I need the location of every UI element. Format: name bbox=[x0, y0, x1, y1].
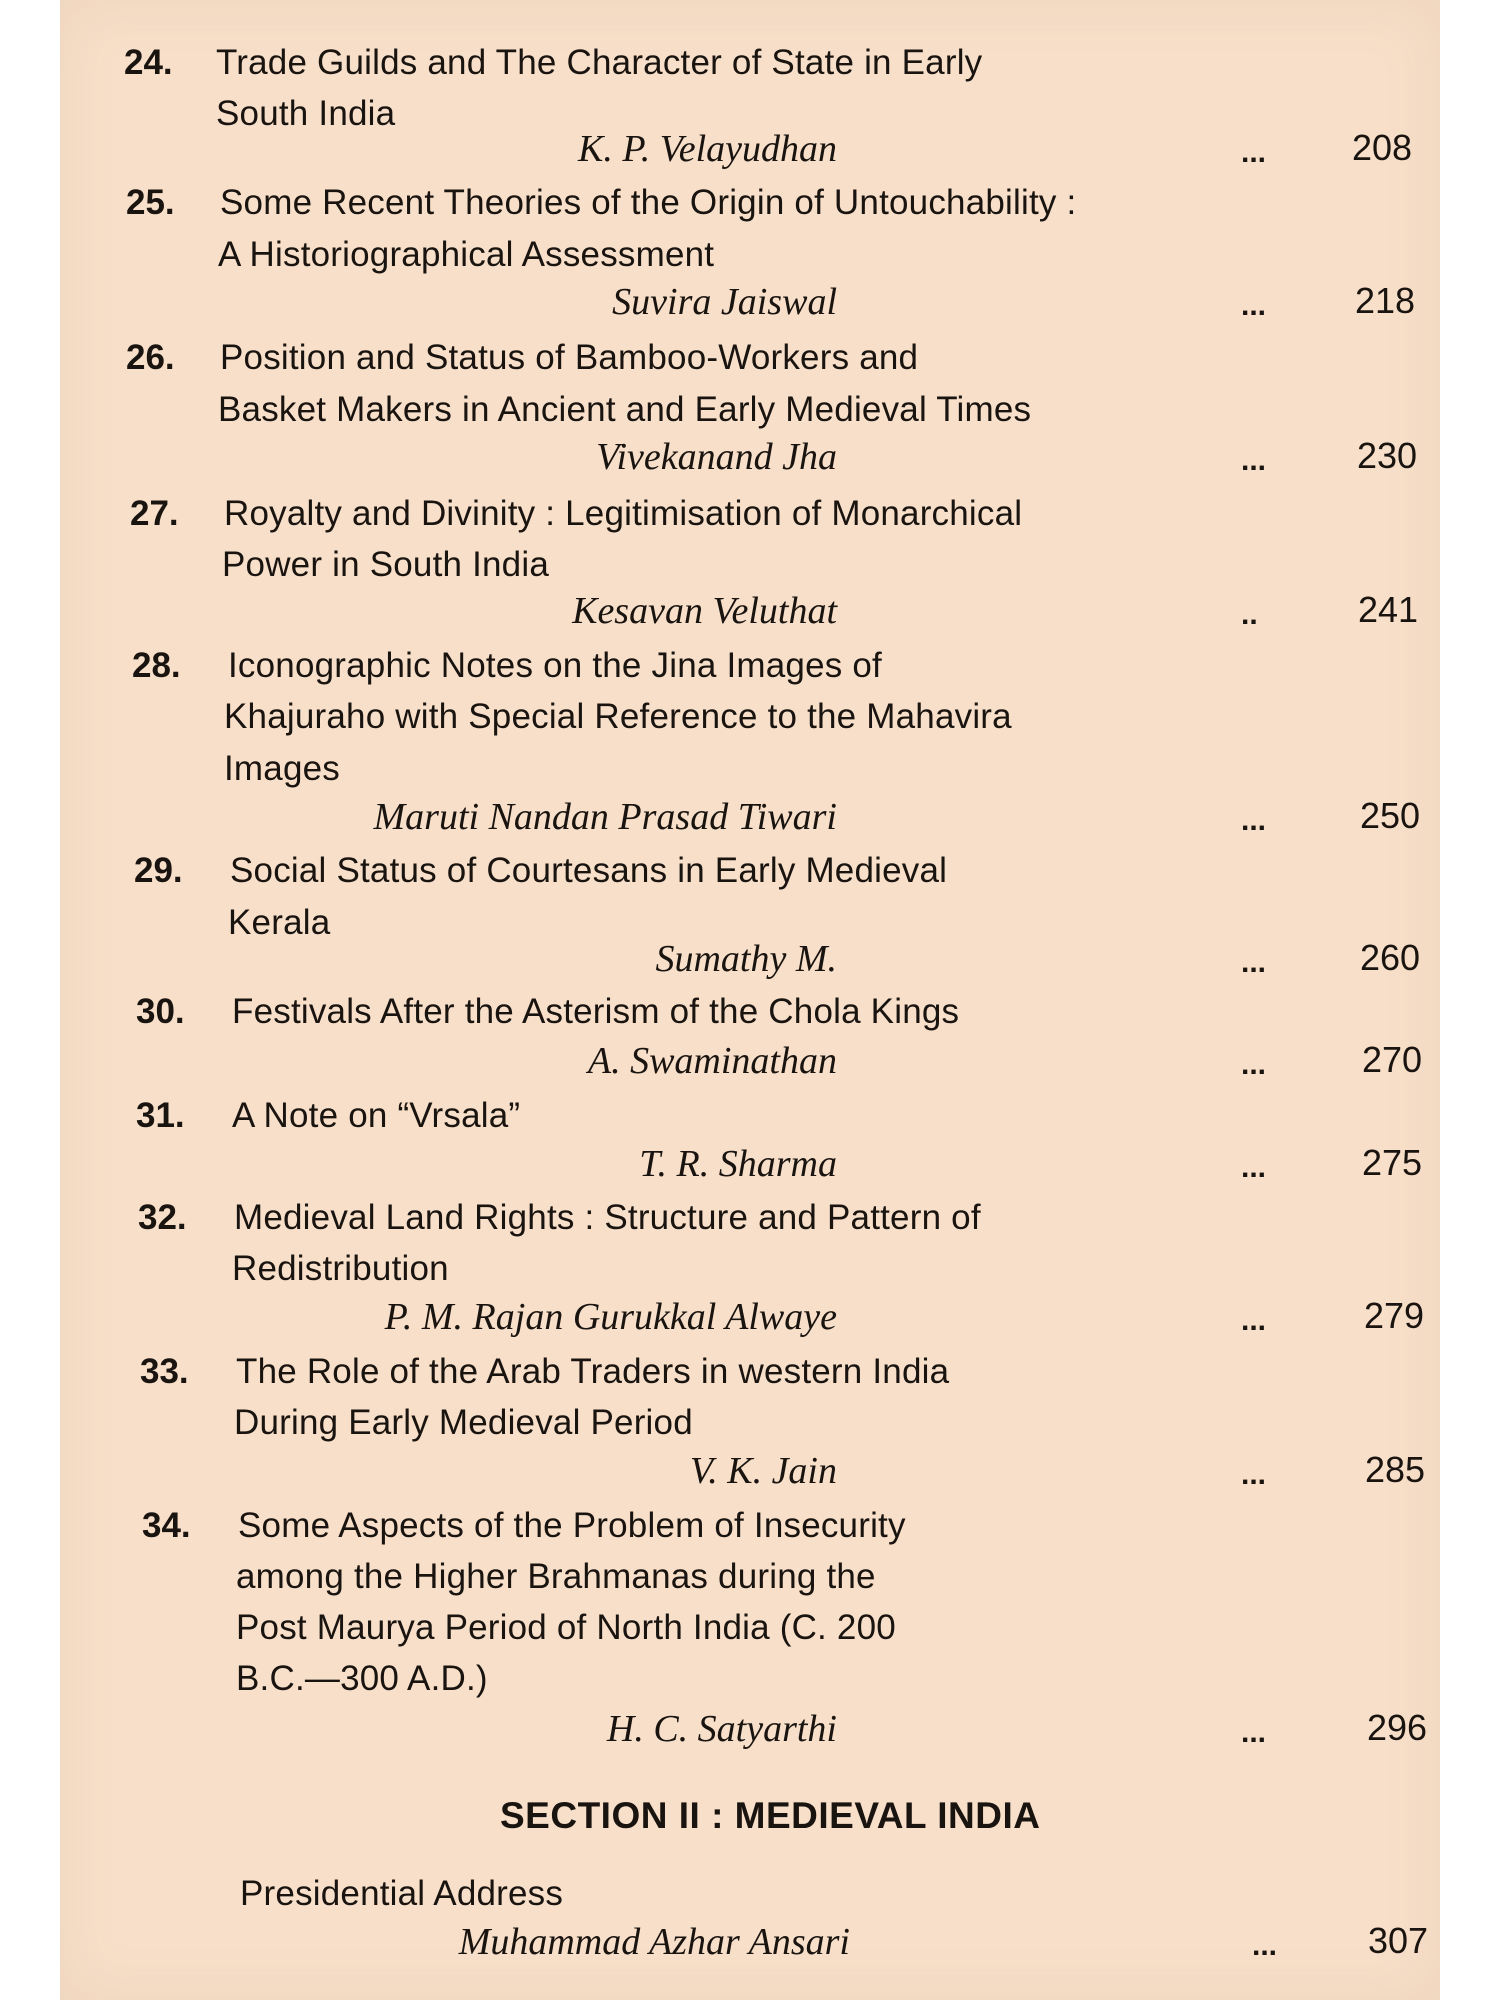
entry-title-line: Images bbox=[224, 749, 340, 788]
entry-number: 26. bbox=[126, 338, 175, 377]
entry-title-line: Trade Guilds and The Character of State in Early bbox=[216, 43, 983, 82]
entry-page-number: 307 bbox=[1368, 1920, 1429, 1961]
entry-number: 32. bbox=[138, 1198, 187, 1237]
entry-number: 28. bbox=[132, 646, 181, 685]
entry-author: Suvira Jaiswal bbox=[612, 281, 837, 323]
entry-title-line: Basket Makers in Ancient and Early Medieval Times bbox=[218, 390, 1032, 429]
entry-title-line: The Role of the Arab Traders in western India bbox=[236, 1352, 950, 1391]
entry-author: Muhammad Azhar Ansari bbox=[458, 1921, 850, 1963]
entry-page-number: 279 bbox=[1364, 1295, 1425, 1336]
entry-leader-dots: ... bbox=[1241, 1458, 1267, 1491]
entry-title-line: among the Higher Brahmanas during the bbox=[236, 1557, 876, 1596]
entry-page-number: 275 bbox=[1362, 1142, 1423, 1183]
entry-title-line: A Note on “Vrsala” bbox=[232, 1096, 521, 1135]
entry-title-line: Kerala bbox=[228, 903, 331, 942]
entry-page-number: 218 bbox=[1355, 280, 1416, 321]
entry-leader-dots: ... bbox=[1241, 804, 1267, 837]
entry-page-number: 230 bbox=[1357, 435, 1418, 476]
entry-leader-dots: ... bbox=[1241, 444, 1267, 477]
entry-leader-dots: ... bbox=[1241, 1151, 1267, 1184]
entry-title-line: Khajuraho with Special Reference to the Mahavira bbox=[224, 697, 1012, 736]
entry-title-line: South India bbox=[216, 94, 396, 133]
entry-title-line: Redistribution bbox=[232, 1249, 449, 1288]
entry-number: 34. bbox=[142, 1506, 191, 1545]
entry-leader-dots: ... bbox=[1241, 1304, 1267, 1337]
entry-number: 30. bbox=[136, 992, 185, 1031]
entry-title-line: Iconographic Notes on the Jina Images of bbox=[228, 646, 882, 685]
entry-title-line: Post Maurya Period of North India (C. 200 bbox=[236, 1608, 896, 1647]
entry-title-line: Some Recent Theories of the Origin of Untouchability : bbox=[220, 183, 1077, 222]
entry-leader-dots: ... bbox=[1241, 289, 1267, 322]
entry-page-number: 285 bbox=[1365, 1449, 1426, 1490]
entry-page-number: 270 bbox=[1362, 1039, 1423, 1080]
entry-leader-dots: ... bbox=[1241, 136, 1267, 169]
section-heading: SECTION II : MEDIEVAL INDIA bbox=[500, 1795, 1041, 1836]
entry-page-number: 260 bbox=[1360, 937, 1421, 978]
entry-number: 33. bbox=[140, 1352, 189, 1391]
entry-author: Kesavan Veluthat bbox=[572, 590, 837, 632]
entry-leader-dots: ... bbox=[1241, 1716, 1267, 1749]
entry-author: Sumathy M. bbox=[655, 938, 837, 980]
entry-title-line: A Historiographical Assessment bbox=[218, 235, 715, 274]
book-page bbox=[60, 0, 1440, 2000]
entry-title-line: Presidential Address bbox=[240, 1874, 564, 1913]
entry-title-line: Power in South India bbox=[222, 545, 549, 584]
entry-number: 24. bbox=[124, 43, 173, 82]
entry-title-line: B.C.—300 A.D.) bbox=[236, 1659, 488, 1698]
entry-title-line: Festivals After the Asterism of the Chola Kings bbox=[232, 992, 960, 1031]
entry-number: 27. bbox=[130, 494, 179, 533]
entry-leader-dots: ... bbox=[1252, 1929, 1278, 1962]
entry-leader-dots: ... bbox=[1241, 1048, 1267, 1081]
entry-title-line: Some Aspects of the Problem of Insecurity bbox=[238, 1506, 906, 1545]
entry-page-number: 296 bbox=[1367, 1707, 1428, 1748]
entry-author: Maruti Nandan Prasad Tiwari bbox=[373, 796, 837, 838]
entry-author: H. C. Satyarthi bbox=[606, 1708, 837, 1750]
entry-leader-dots: .. bbox=[1241, 598, 1258, 631]
entry-number: 29. bbox=[134, 851, 183, 890]
entry-title-line: Medieval Land Rights : Structure and Pattern of bbox=[234, 1198, 981, 1237]
entry-title-line: During Early Medieval Period bbox=[234, 1403, 693, 1442]
entry-number: 31. bbox=[136, 1096, 185, 1135]
entry-author: A. Swaminathan bbox=[587, 1040, 837, 1082]
entry-author: Vivekanand Jha bbox=[596, 436, 837, 478]
entry-author: K. P. Velayudhan bbox=[578, 128, 837, 170]
entry-page-number: 241 bbox=[1358, 589, 1419, 630]
entry-title-line: Royalty and Divinity : Legitimisation of Monarchical bbox=[224, 494, 1023, 533]
entry-leader-dots: ... bbox=[1241, 946, 1267, 979]
entry-author: V. K. Jain bbox=[689, 1450, 837, 1492]
entry-page-number: 208 bbox=[1352, 127, 1413, 168]
entry-number: 25. bbox=[126, 183, 175, 222]
entry-author: T. R. Sharma bbox=[639, 1143, 837, 1185]
entry-title-line: Social Status of Courtesans in Early Medieval bbox=[230, 851, 948, 890]
entry-author: P. M. Rajan Gurukkal Alwaye bbox=[384, 1296, 837, 1338]
entry-title-line: Position and Status of Bamboo-Workers and bbox=[220, 338, 919, 377]
entry-page-number: 250 bbox=[1360, 795, 1421, 836]
